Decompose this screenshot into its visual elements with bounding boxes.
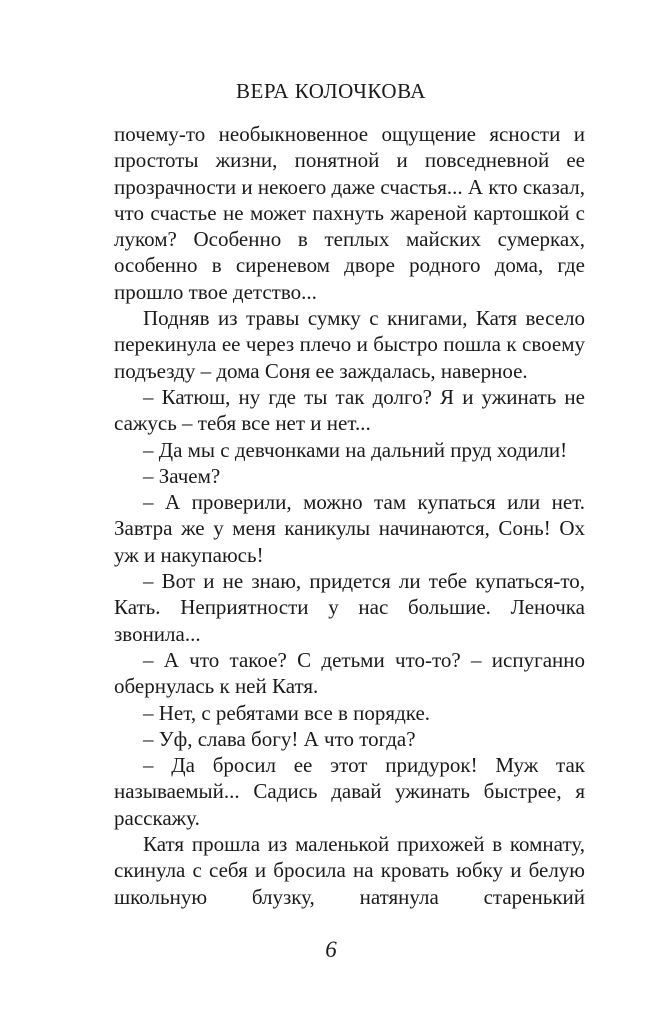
body-text (114, 121, 585, 910)
dialogue-line: – Да мы с девчонками на дальний пруд ходили! (143, 437, 568, 462)
dialogue-line: – А что такое? С детьми что-то? – испуганно обернулась к ней Катя. (114, 647, 585, 699)
dialogue-line: – А проверили, можно там купаться или нет. Завтра же у меня каникулы начинаются, Сонь! Ох уж и накупаюсь! (114, 490, 585, 567)
dialogue-line: – Да бросил ее этот придурок! Муж так называемый... Садись давай ужинать быстрее, я расскажу. (114, 753, 585, 830)
dialogue-line: – Нет, с ребятами все в порядке. (143, 700, 431, 725)
dialogue-line: – Уф, слава богу! А что тогда? (143, 726, 416, 751)
dialogue-line: – Вот и не знаю, придется ли тебе купаться-то, Кать. Неприятности у нас большие. Леночка звонила... (114, 569, 585, 646)
paragraph-continuation: почему-то необыкновенное ощущение ясности и простоты жизни, понятной и повседневной ее прозрачности и некоего даже счастья... А кто сказал, что счастье не может пахнуть жареной картошкой с луком? Особенно в теплых майских сумерках, особенно в сиреневом дворе родного дома, где прошло твое детство... (114, 122, 585, 304)
page-number: 6 (325, 937, 337, 962)
dialogue-line: – Катюш, ну где ты так долго? Я и ужинать не сажусь – тебя все нет и нет... (114, 384, 585, 436)
paragraph-continues: Катя прошла из маленькой прихожей в комнату, скинула с себя и бросила на кровать юбку и белую школьную блузку, натянула старенький (114, 832, 585, 909)
paragraph: Подняв из травы сумку с книгами, Катя весело перекинула ее через плечо и быстро пошла к своему подъезду – дома Соня ее заждалась, наверное. (114, 306, 585, 383)
running-head-author: ВЕРА КОЛОЧКОВА (236, 79, 426, 103)
dialogue-line: – Зачем? (143, 463, 221, 488)
